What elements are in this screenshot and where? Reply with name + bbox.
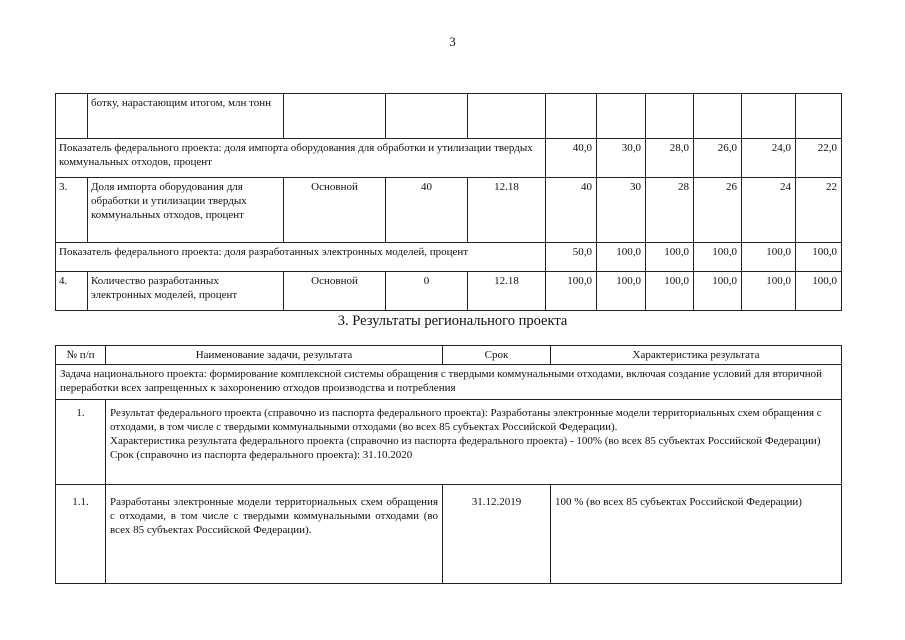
result-date: 31.12.2019 xyxy=(443,485,551,584)
indicator-value: 22 xyxy=(796,178,842,243)
results-table xyxy=(55,345,842,584)
indicator-base-value: 0 xyxy=(386,272,468,311)
indicator-base-value xyxy=(386,94,468,139)
indicator-name: Доля импорта оборудования для обработки и утилизации твердых коммунальных отходов, процент xyxy=(88,178,284,243)
indicator-type: Основной xyxy=(284,178,386,243)
result-characteristic: 100 % (во всех 85 субъектах Российской Федерации) xyxy=(551,485,842,584)
indicator-value: 100,0 xyxy=(546,272,597,311)
indicator-value: 50,0 xyxy=(546,243,597,272)
indicator-value: 24,0 xyxy=(742,139,796,178)
indicator-value: 30,0 xyxy=(597,139,646,178)
indicator-value: 100,0 xyxy=(597,272,646,311)
result-line-characteristic: Характеристика результата федерального проекта (справочно из паспорта федерального проекта) - 100% (во всех 85 субъектах Российской Федерации) xyxy=(110,435,821,447)
indicator-row xyxy=(56,94,842,139)
indicator-value: 100,0 xyxy=(646,272,694,311)
col-header-characteristic: Характеристика результата xyxy=(551,346,842,365)
indicator-value: 26,0 xyxy=(694,139,742,178)
result-num: 1.1. xyxy=(56,485,106,584)
indicator-value: 100,0 xyxy=(694,272,742,311)
result-description xyxy=(106,400,842,485)
indicator-value: 28 xyxy=(646,178,694,243)
section-title: 3. Результаты регионального проекта xyxy=(337,313,568,329)
indicator-row xyxy=(56,272,842,311)
indicator-value xyxy=(646,94,694,139)
indicator-value: 100,0 xyxy=(742,272,796,311)
col-header-term: Срок xyxy=(443,346,551,365)
indicator-value: 100,0 xyxy=(694,243,742,272)
indicator-num xyxy=(56,94,88,139)
indicator-row xyxy=(56,178,842,243)
indicator-value xyxy=(694,94,742,139)
indicator-base-date xyxy=(468,94,546,139)
indicators-table xyxy=(55,93,842,311)
result-line-federal: Результат федерального проекта (справочно из паспорта федерального проекта): Разработаны электронные модели территориальных схем обращения с отходами, в том числе с твердыми коммунальными отходами (во всех 85 субъектах Российской Федерации). xyxy=(110,407,822,433)
indicator-value: 40 xyxy=(546,178,597,243)
results-header-row xyxy=(56,346,842,365)
indicator-type: Основной xyxy=(284,272,386,311)
indicator-value: 100,0 xyxy=(646,243,694,272)
indicator-header-row xyxy=(56,139,842,178)
indicator-base-date: 12.18 xyxy=(468,272,546,311)
indicator-value: 100,0 xyxy=(796,243,842,272)
result-row-1 xyxy=(56,400,842,485)
page-number: 3 xyxy=(449,34,456,49)
indicator-header-text: Показатель федерального проекта: доля импорта оборудования для обработки и утилизации твердых коммунальных отходов, процент xyxy=(56,139,546,178)
indicator-value xyxy=(546,94,597,139)
indicator-value: 24 xyxy=(742,178,796,243)
indicator-num: 3. xyxy=(56,178,88,243)
col-header-name: Наименование задачи, результата xyxy=(106,346,443,365)
indicator-value: 100,0 xyxy=(796,272,842,311)
indicator-value: 22,0 xyxy=(796,139,842,178)
indicator-value xyxy=(796,94,842,139)
result-num: 1. xyxy=(56,400,106,485)
indicator-name: ботку, нарастающим итогом, млн тонн xyxy=(88,94,284,139)
indicator-name: Количество разработанных электронных моделей, процент xyxy=(88,272,284,311)
indicator-type xyxy=(284,94,386,139)
result-row-2 xyxy=(56,485,842,584)
indicator-value: 30 xyxy=(597,178,646,243)
indicator-value: 40,0 xyxy=(546,139,597,178)
task-text: Задача национального проекта: формирование комплексной системы обращения с твердыми коммунальными отходами, включая создание условий для вторичной переработки всех запрещенных к захоронению отходов производства и потребления xyxy=(56,365,842,400)
indicator-header-row xyxy=(56,243,842,272)
result-name: Разработаны электронные модели территориальных схем обращения с отходами, в том числе с твердыми коммунальными отходами (во всех 85 субъектах Российской Федерации). xyxy=(106,485,443,584)
indicator-value: 26 xyxy=(694,178,742,243)
col-header-num: № п/п xyxy=(56,346,106,365)
indicator-header-text: Показатель федерального проекта: доля разработанных электронных моделей, процент xyxy=(56,243,546,272)
result-line-term: Срок (справочно из паспорта федерального проекта): 31.10.2020 xyxy=(110,449,413,461)
indicator-value: 100,0 xyxy=(742,243,796,272)
indicator-value: 28,0 xyxy=(646,139,694,178)
indicator-value: 100,0 xyxy=(597,243,646,272)
indicator-base-date: 12.18 xyxy=(468,178,546,243)
indicator-value xyxy=(597,94,646,139)
task-row xyxy=(56,365,842,400)
indicator-value xyxy=(742,94,796,139)
indicator-base-value: 40 xyxy=(386,178,468,243)
indicator-num: 4. xyxy=(56,272,88,311)
